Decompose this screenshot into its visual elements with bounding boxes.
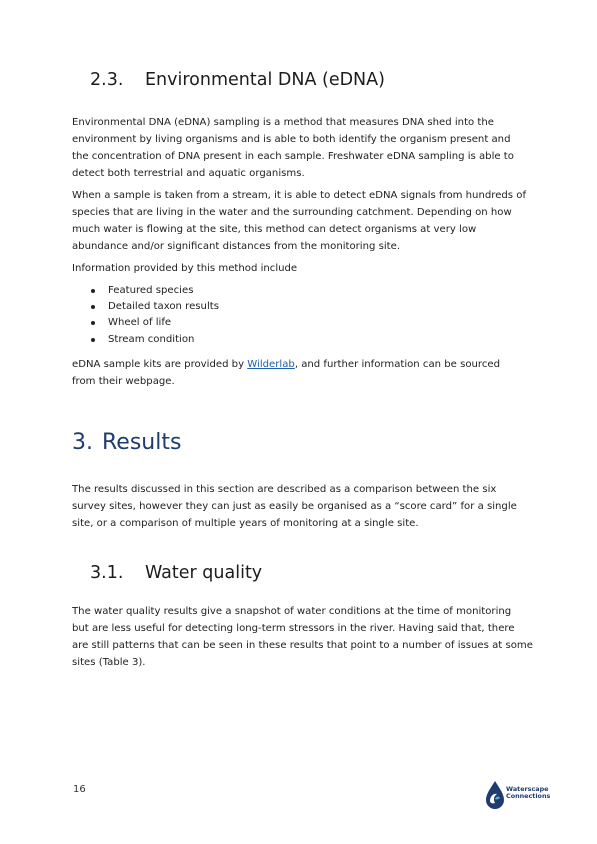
paragraph-edna-intro (72, 114, 532, 182)
text-line: Information provided by this method include (72, 263, 298, 274)
text-line: abundance and/or significant distances from the monitoring site. (72, 241, 401, 252)
section-number: 3. (72, 430, 93, 455)
logo-line-1: Waterscape (506, 785, 549, 793)
section-3-1-heading (90, 563, 262, 583)
section-title: Water quality (145, 563, 263, 583)
section-number: 2.3. (90, 70, 124, 90)
text-line: survey sites, however they can just as easily be organised as a “score card” for a single (72, 501, 517, 512)
kits-text-after: , and further information can be sourced (294, 359, 501, 370)
text-line: much water is flowing at the site, this method can detect organisms at very low (72, 224, 477, 235)
page-number: 16 (73, 784, 86, 795)
section-title: Environmental DNA (eDNA) (145, 70, 385, 90)
text-line: are still patterns that can be seen in these results that point to a number of issues at some (72, 640, 533, 651)
kits-text-before: eDNA sample kits are provided by (72, 359, 248, 370)
list-item: Detailed taxon results (88, 299, 219, 315)
wilderlab-link[interactable]: Wilderlab (247, 359, 295, 370)
text-line: When a sample is taken from a stream, it is able to detect eDNA signals from hundreds of (72, 190, 527, 201)
text-line: the concentration of DNA present in each sample. Freshwater eDNA sampling is able to (72, 151, 514, 162)
text-line (72, 356, 532, 373)
text-line: species that are living in the water and the surrounding catchment. Depending on how (72, 207, 512, 218)
section-2-3-heading (90, 70, 385, 90)
text-line: from their webpage. (72, 376, 175, 387)
paragraph-water-quality (72, 603, 532, 671)
text-line: but are less useful for detecting long-term stressors in the river. Having said that, there (72, 623, 515, 634)
waterscape-connections-logo (484, 780, 564, 810)
text-line: site, or a comparison of multiple years of monitoring at a single site. (72, 518, 419, 529)
text-line: sites (Table 3). (72, 657, 146, 668)
paragraph-info-lead (72, 260, 532, 277)
paragraph-edna-stream (72, 187, 532, 255)
list-item: Featured species (88, 283, 219, 299)
text-line: The water quality results give a snapshot of water conditions at the time of monitoring (72, 606, 512, 617)
section-title: Results (102, 430, 182, 455)
text-line: The results discussed in this section are described as a comparison between the six (72, 484, 497, 495)
section-3-heading (72, 430, 181, 455)
list-item: Stream condition (88, 332, 219, 348)
paragraph-results (72, 481, 532, 532)
logo-line-2: Connections (506, 792, 551, 801)
text-line: detect both terrestrial and aquatic organisms. (72, 168, 305, 179)
list-item: Wheel of life (88, 315, 219, 331)
section-number: 3.1. (90, 563, 124, 583)
paragraph-kits (72, 356, 532, 390)
water-drop-icon (484, 780, 506, 810)
method-outputs-list (88, 283, 219, 348)
text-line: Environmental DNA (eDNA) sampling is a method that measures DNA shed into the (72, 117, 494, 128)
text-line: environment by living organisms and is able to both identify the organism present and (72, 134, 511, 145)
logo-wordmark (506, 786, 550, 801)
